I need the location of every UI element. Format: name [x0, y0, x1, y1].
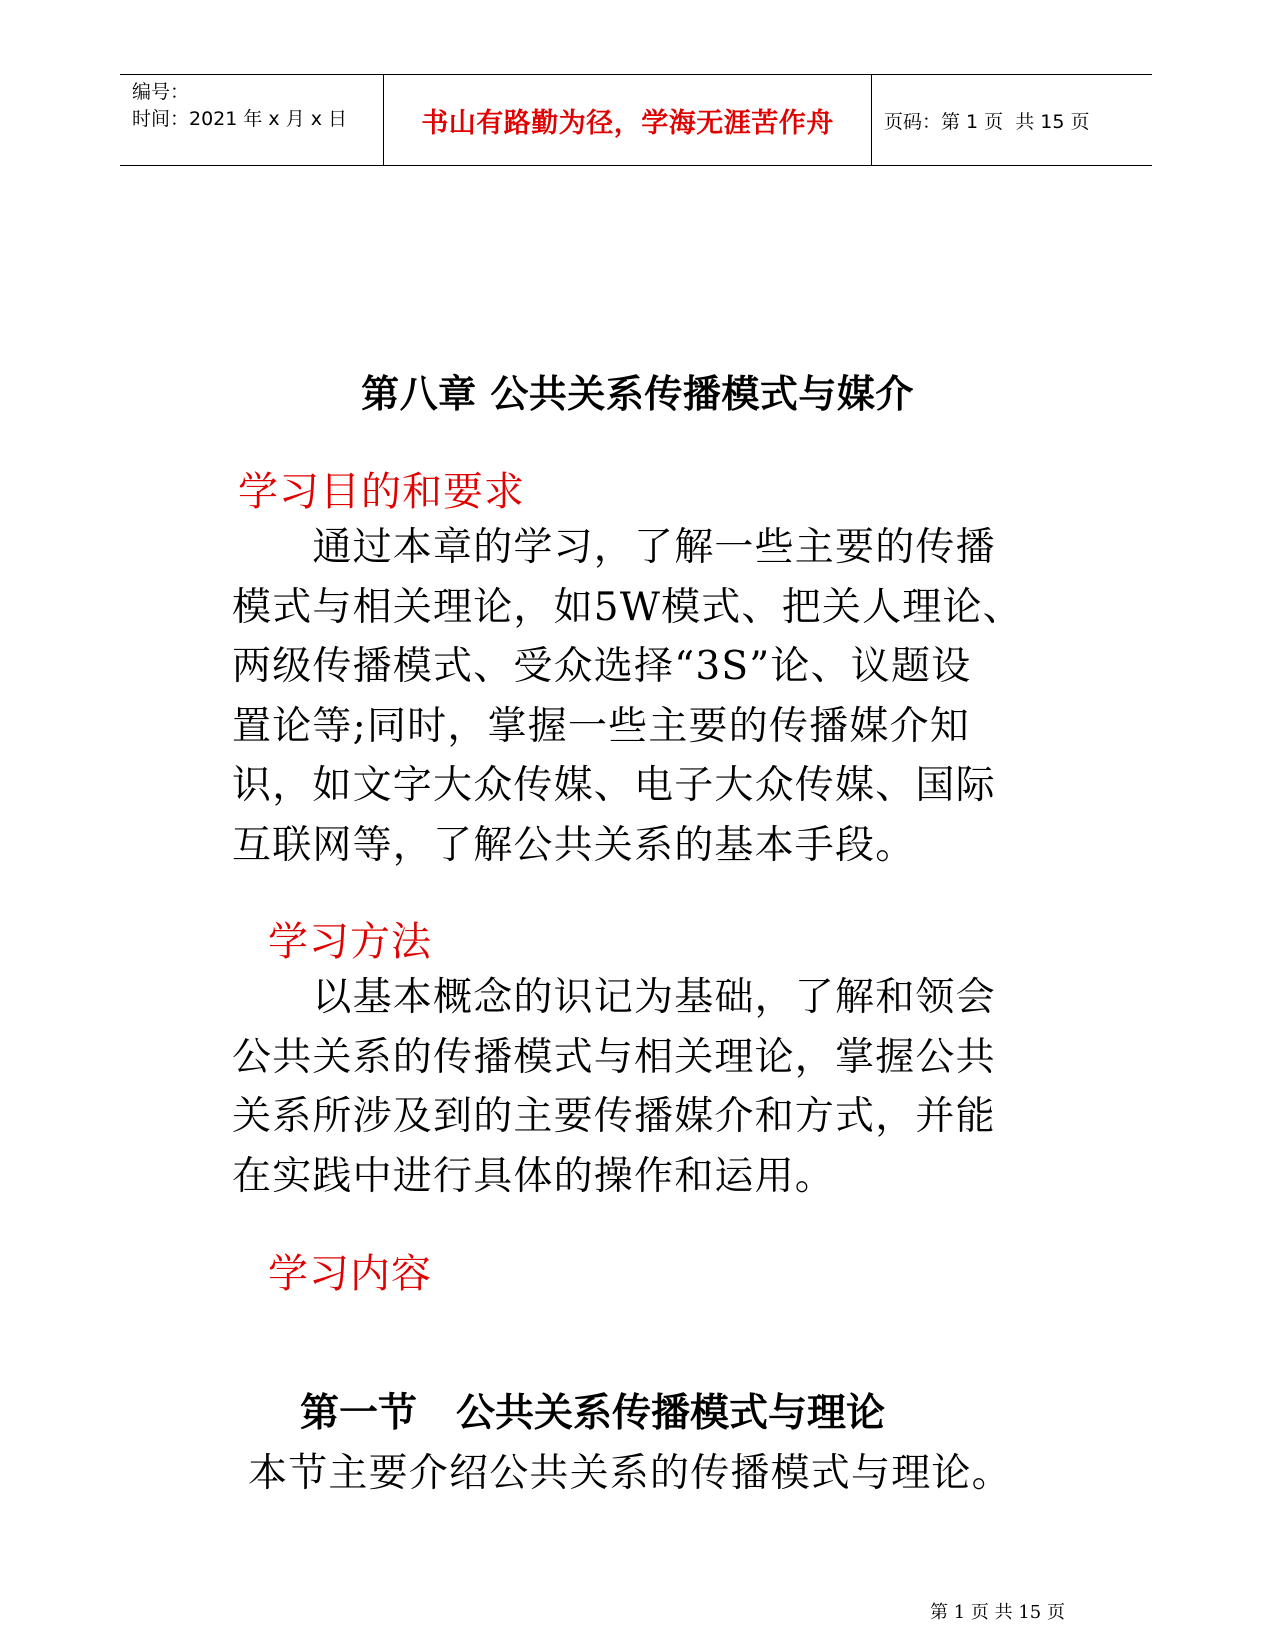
- goals-heading: 学习目的和要求: [238, 469, 525, 515]
- document-number-label: 编号：: [132, 81, 190, 103]
- paragraph-line: 公共关系的传播模式与相关理论，掌握公共: [232, 1034, 996, 1080]
- paragraph-line: 两级传播模式、受众选择“3S”论、议题设: [232, 644, 972, 689]
- paragraph-line: 识，如文字大众传媒、电子大众传媒、国际: [232, 763, 996, 808]
- methods-paragraph: [232, 968, 1112, 1206]
- section-intro: 本节主要介绍公共关系的传播模式与理论。: [248, 1451, 1012, 1496]
- chapter-title: 第八章 公共关系传播模式与媒介: [361, 372, 914, 416]
- header-meta-cell: [120, 75, 384, 165]
- header-page-cell: [872, 75, 1152, 165]
- header-motto: 书山有路勤为径，学海无涯苦作舟: [421, 107, 834, 139]
- header-page-info: 页码：第 1 页 共 15 页: [884, 110, 1090, 133]
- page-footer: 第 1 页 共 15 页: [930, 1602, 1065, 1623]
- content-heading: 学习内容: [268, 1251, 432, 1297]
- paragraph-line: 以基本概念的识记为基础，了解和领会: [232, 975, 996, 1020]
- paragraph-line: 在实践中进行具体的操作和运用。: [232, 1153, 836, 1199]
- paragraph-line: 关系所涉及到的主要传播媒介和方式，并能: [232, 1094, 996, 1139]
- header-table: [120, 74, 1152, 166]
- goals-paragraph: [232, 518, 1112, 875]
- paragraph-line: 模式与相关理论，如5W模式、把关人理论、: [232, 584, 1023, 630]
- paragraph-line: 通过本章的学习，了解一些主要的传播: [232, 525, 996, 570]
- document-time-label: 时间：2021 年 x 月 x 日: [132, 108, 348, 130]
- paragraph-line: 置论等;同时，掌握一些主要的传播媒介知: [232, 703, 970, 749]
- methods-heading: 学习方法: [268, 919, 432, 965]
- header-motto-cell: [384, 75, 872, 165]
- section-title: 第一节 公共关系传播模式与理论: [300, 1391, 886, 1436]
- paragraph-line: 互联网等，了解公共关系的基本手段。: [232, 822, 916, 868]
